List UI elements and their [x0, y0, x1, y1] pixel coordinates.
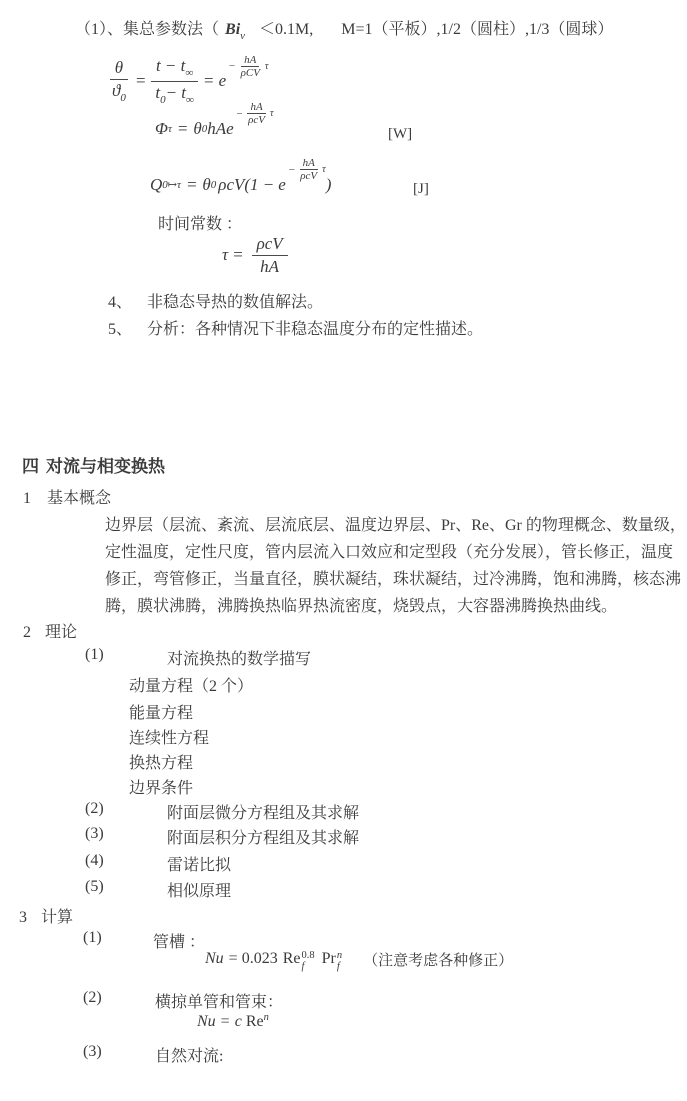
paragraph-line: 修正，弯管修正，当量直径，膜状凝结，珠状凝结，过冷沸腾，饱和沸腾，核态沸 [105, 571, 682, 588]
lumped-prefix: （1）、集总参数法（ [75, 21, 220, 38]
lumped-parameter-line [75, 16, 613, 42]
biot-subscript: v [240, 30, 246, 42]
paren-open: (1 − [244, 174, 275, 194]
equals-sign: = [176, 118, 189, 138]
equals-sign: = [232, 245, 244, 265]
reynolds-symbol: Re [245, 1013, 264, 1030]
pr-supsub: n f [336, 950, 343, 973]
boundary-layer-paragraph [105, 512, 686, 620]
temp-denominator: $t_0- t_\infty$ [155, 82, 194, 106]
phi-formula: Φ τ = θ 0 hAe − $\frac{hA}{\text{ρcV}}$ τ [155, 101, 274, 138]
exponent-fraction: $\frac{hA}{\text{ρcV}}$ [300, 157, 318, 183]
theta-ratio-formula [103, 53, 269, 106]
exponent-minus: − [228, 60, 236, 73]
re-supsub: 0.8 f [301, 950, 315, 973]
exponent: − $\frac{hA}{\text{ρcV}}$ τ [287, 157, 326, 183]
rho-cv: ρcV [218, 174, 245, 194]
exponent-tau: τ [264, 60, 269, 72]
equals-sign: = [134, 71, 147, 91]
nusselt-formula-cross [197, 1013, 269, 1031]
nusselt-formula-tube [205, 948, 514, 973]
equation-list-item: 换热方程 [129, 755, 194, 772]
equals-coefficient: = 0.023 [228, 950, 278, 968]
hae-body: hAe [207, 118, 234, 138]
equation-list-item: 动量方程（2 个） [129, 678, 254, 695]
paragraph-line: 腾，膜状沸腾，沸腾换热临界热流密度，烧毁点，大容器沸腾换热曲线。 [105, 598, 618, 615]
prandtl-symbol: Pr [321, 950, 336, 968]
theta-ratio-lhs [107, 58, 131, 104]
tau-symbol: τ [222, 245, 229, 265]
subsection-theory: 2 理论 [23, 624, 78, 641]
section-heading-convection [22, 452, 165, 477]
equation-list-item: 边界条件 [129, 780, 194, 797]
item5-text: 分析：各种情况下非稳态温度分布的定性描述。 [147, 321, 484, 338]
exponent [228, 54, 268, 79]
paragraph-line: 定性温度，定性尺度，管内层流入口效应和定型段（充分发展），管长修正，温度 [105, 544, 674, 561]
correction-note: （注意考虑各种修正） [363, 952, 514, 969]
equation-list-item: 能量方程 [129, 705, 194, 722]
exponent-fraction: $\frac{hA}{\text{ρcV}}$ [248, 101, 265, 127]
re-exponent: n [263, 1011, 269, 1023]
temp-numerator: $t - t_\infty$ [151, 56, 198, 82]
q-symbol: Q [150, 174, 163, 194]
theta-denominator: $ϑ_0$ [112, 80, 126, 104]
m-cases: M=1（平板）,1/2（圆柱）,1/3（圆球） [341, 21, 614, 38]
exponent-fraction: $\frac{hA}{\text{ρCV}}$ [240, 53, 260, 79]
nu-symbol: Nu [197, 1013, 216, 1030]
e-symbol: e [278, 174, 286, 194]
equals-sign: = [185, 174, 198, 194]
paragraph-line: 边界层（层流、紊流、层流底层、温度边界层、Pr、Re、Gr 的物理概念、数量级， [105, 517, 686, 534]
phi-subscript: τ [167, 122, 172, 135]
theta-numerator: θ [110, 58, 128, 80]
unit-watts: [W] [388, 126, 413, 142]
tau-formula [222, 234, 292, 276]
exponent: − $\frac{hA}{\text{ρcV}}$ τ [235, 101, 274, 127]
c-coefficient: c [234, 1013, 242, 1030]
equals-e: = e [202, 71, 227, 91]
document-page: （1）、集总参数法（ $Bi_v <0.1M$, M=1（平板）,1/2（圆柱）,1/3（圆球） $\frac{\theta}{ϑ_0}$ = $\frac{t - t_\infty}{t_0- t_\infty}$ = e − $\frac{hA}{\text{ρCV}}$ τ Φ τ = θ 0 hAe − $\frac{hA}{\text{ρcV}}$ τ [W] Q 0↦τ = θ 0 ρcV (1 − e − $\frac{hA}{\text{ρcV}}$ τ ) [J] 时间常数 ： τ = $\frac{\text{ρcV}}{hA}$ 4、 非稳态导热的数值解法。 5、 分析：各种情况下非稳态温度分布的定性描述。 四 对流与相变换热 1 基本概念 边界层（层流、紊流、层流底层、温度边界层、Pr、Re、Gr 的物理概念、数量级， 定性温度，定性尺度，管内层流入口效应和定型段（充分发展），管长修正，温度 修正，弯管修正，当量直径，膜状凝结，珠状凝结，过冷沸腾，饱和沸腾，核态沸 腾，膜状沸腾，沸腾换热临界热流密度，烧毁点，大容器沸腾换热曲线。 2 理论 (1) 对流换热的数学描写 动量方程（2 个） 能量方程 连续性方程 换热方程 边界条件 (2) 附面层微分方程组及其求解 (3) 附面层积分方程组及其求解 (4) 雷诺比拟 (5) 相似原理 3 计算 (1) 管槽 ： Nu = 0.023 Re 0.8 f Pr n f （注意考虑各种修正） (2) 横掠单管和管束： Nu = c Re n (3) 自然对流: [0, 0, 687, 1101]
nu-symbol: Nu [205, 950, 224, 968]
item5-number: 5、 [108, 321, 133, 338]
phi-symbol: Φ [155, 118, 168, 138]
item4-number: 4、 [108, 294, 133, 311]
paren-close: ) [325, 174, 332, 194]
equation-list-item: 连续性方程 [129, 730, 210, 747]
section-number: 四 [22, 457, 39, 476]
equals-sign: = [220, 1013, 230, 1030]
tau-fraction: $\frac{\text{ρcV}}{hA}$ [252, 234, 288, 276]
reynolds-symbol: Re [282, 950, 301, 968]
temperature-ratio [150, 56, 199, 106]
subsection-calculation: 3 计算 [19, 909, 74, 926]
time-constant-label: 时间常数 ： [158, 216, 243, 233]
section-title: 对流与相变换热 [46, 457, 165, 476]
theta0: θ [193, 118, 202, 138]
biot-symbol: Bi [225, 21, 241, 38]
unit-joules: [J] [413, 181, 429, 197]
subsection-basic-concepts: 1 基本概念 [23, 490, 112, 507]
q-formula: Q 0↦τ = θ 0 ρcV (1 − e − $\frac{hA}{\text{ρcV}}$ τ ) [150, 157, 332, 194]
biot-condition: ＜0.1M, [259, 21, 314, 38]
q-subscript: 0↦τ [162, 179, 181, 192]
item4-text: 非稳态导热的数值解法。 [147, 294, 324, 311]
